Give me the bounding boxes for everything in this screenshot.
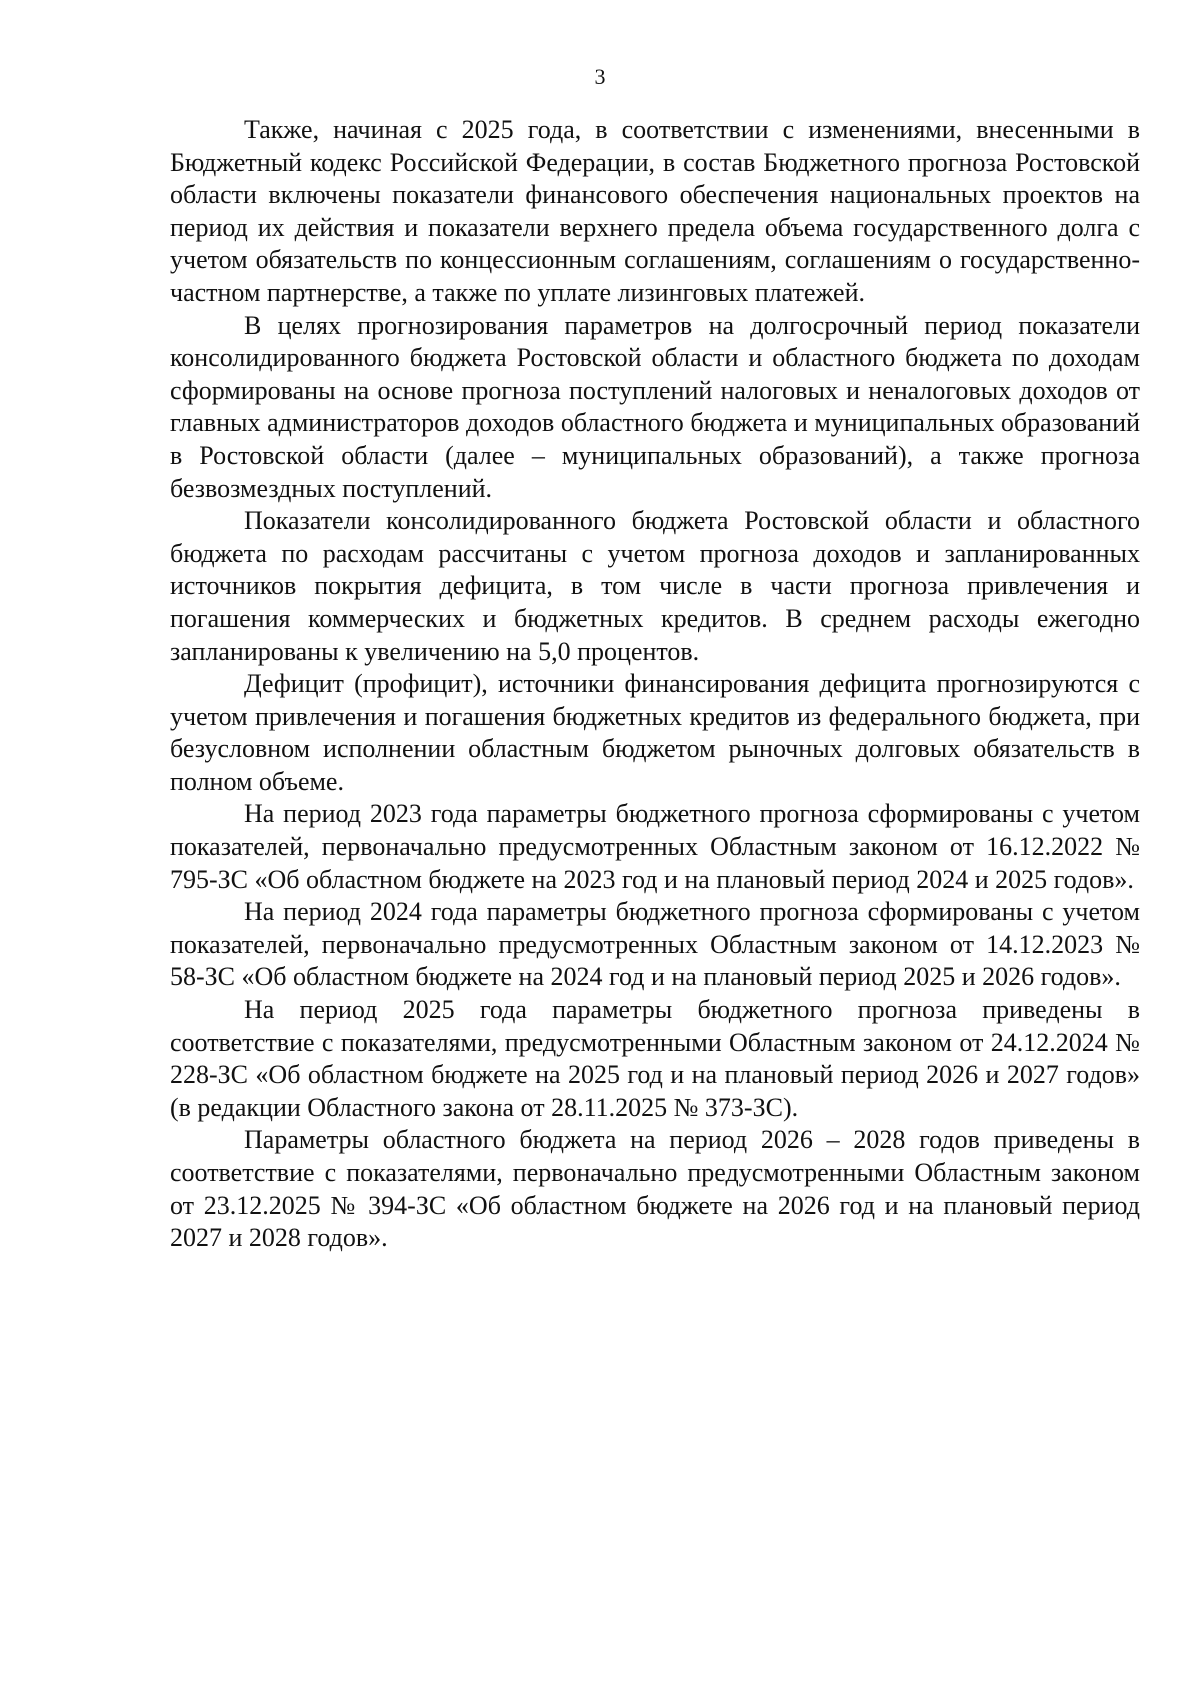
- paragraph-period-2023: На период 2023 года параметры бюджетного прогноза сформированы с учетом показателей, первоначально предусмотренных Областным законом от 16.12.2022 № 795-ЗС «Об областном бюджете на 2023 год и на плановый период 2024 и 2025 годов».: [170, 799, 1140, 894]
- page-number: 3: [594, 64, 606, 89]
- paragraph-period-2025: На период 2025 года параметры бюджетного прогноза приведены в соответствие с показателями, предусмотренными Областным законом от 24.12.2024 № 228-ЗС «Об областном бюджете на 2025 год и на плановый период 2026 и 2027 годов» (в редакции Областного закона от 28.11.2025 № 373-ЗС).: [170, 995, 1140, 1122]
- paragraph-expenditures: Показатели консолидированного бюджета Ростовской области и областного бюджета по расходам рассчитаны с учетом прогноза доходов и запланированных источников покрытия дефицита, в том числе в части прогноза привлечения и погашения коммерческих и бюджетных кредитов. В среднем расходы ежегодно запланированы к увеличению на 5,0 процентов.: [170, 506, 1140, 666]
- paragraph-national-projects: Также, начиная с 2025 года, в соответствии с изменениями, внесенными в Бюджетный кодекс Российской Федерации, в состав Бюджетного прогноза Ростовской области включены показатели финансового обеспечения национальных проектов на период их действия и показатели верхнего предела объема государственного долга с учетом обязательств по концессионным соглашениям, соглашениям о государственно-частном партнерстве, а также по уплате лизинговых платежей.: [170, 115, 1140, 307]
- paragraph-deficit: Дефицит (профицит), источники финансирования дефицита прогнозируются с учетом привлечения и погашения бюджетных кредитов из федерального бюджета, при безусловном исполнении областным бюджетом рыночных долговых обязательств в полном объеме.: [170, 669, 1140, 796]
- paragraph-period-2024: На период 2024 года параметры бюджетного прогноза сформированы с учетом показателей, первоначально предусмотренных Областным законом от 14.12.2023 № 58-ЗС «Об областном бюджете на 2024 год и на плановый период 2025 и 2026 годов».: [170, 897, 1140, 992]
- paragraph-period-2026-2028: Параметры областного бюджета на период 2026 – 2028 годов приведены в соответствие с показателями, первоначально предусмотренными Областным законом от 23.12.2025 № 394-ЗС «Об областном бюджете на 2026 год и на плановый период 2027 и 2028 годов».: [170, 1125, 1140, 1253]
- paragraph-revenue-forecast: В целях прогнозирования параметров на долгосрочный период показатели консолидированного бюджета Ростовской области и областного бюджета по доходам сформированы на основе прогноза поступлений налоговых и неналоговых доходов от главных администраторов доходов областного бюджета и муниципальных образований в Ростовской области (далее – муниципальных образований), а также прогноза безвозмездных поступлений.: [170, 310, 1140, 503]
- document-body: [170, 114, 1140, 1255]
